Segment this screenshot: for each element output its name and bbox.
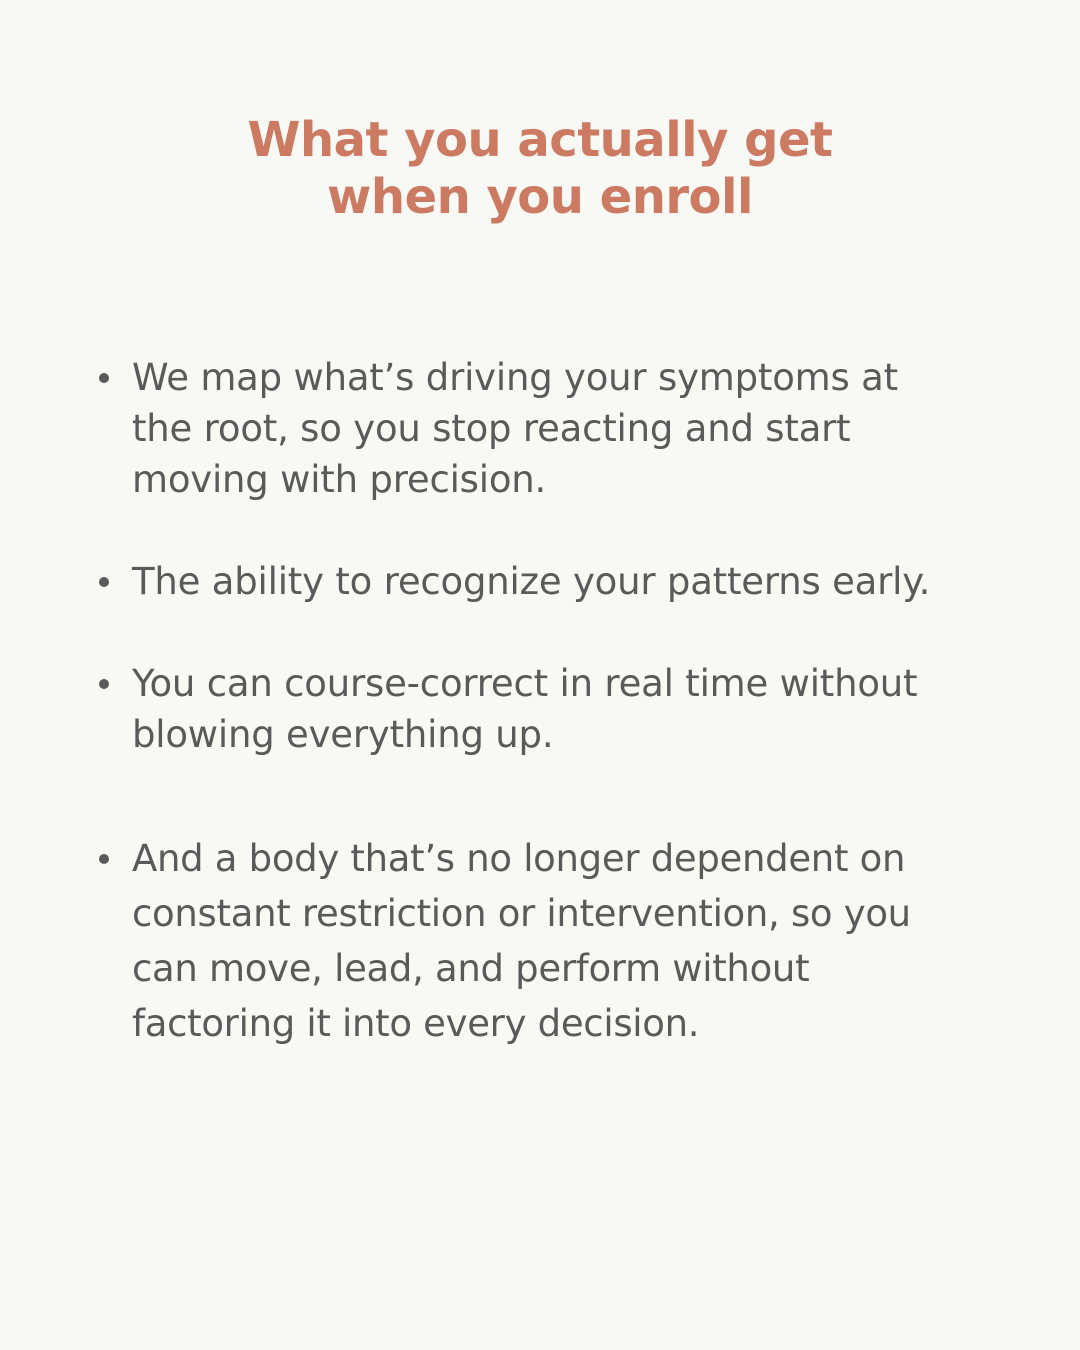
benefit-text: And a body that’s no longer dependent on constant restriction or intervention, so you can move, lead, and perform without factoring it into every decision. xyxy=(132,837,911,1045)
bullet-icon xyxy=(99,373,109,383)
bullet-icon xyxy=(99,577,109,587)
benefit-text: We map what’s driving your symptoms at the root, so you stop reacting and start moving with precision. xyxy=(132,356,898,501)
page-title xyxy=(90,112,990,226)
page-title-line-2: when you enroll xyxy=(327,169,753,225)
bullet-icon xyxy=(99,854,109,864)
benefit-text: The ability to recognize your patterns early. xyxy=(132,560,931,603)
benefit-item-body xyxy=(96,831,1021,1051)
benefit-item-root-cause xyxy=(96,352,1021,505)
benefit-text: You can course-correct in real time without blowing everything up. xyxy=(132,662,918,756)
benefit-item-course-correct xyxy=(96,658,1021,760)
bullet-icon xyxy=(99,679,109,689)
page-title-line-1: What you actually get xyxy=(247,112,833,168)
benefit-item-patterns xyxy=(96,556,1021,607)
